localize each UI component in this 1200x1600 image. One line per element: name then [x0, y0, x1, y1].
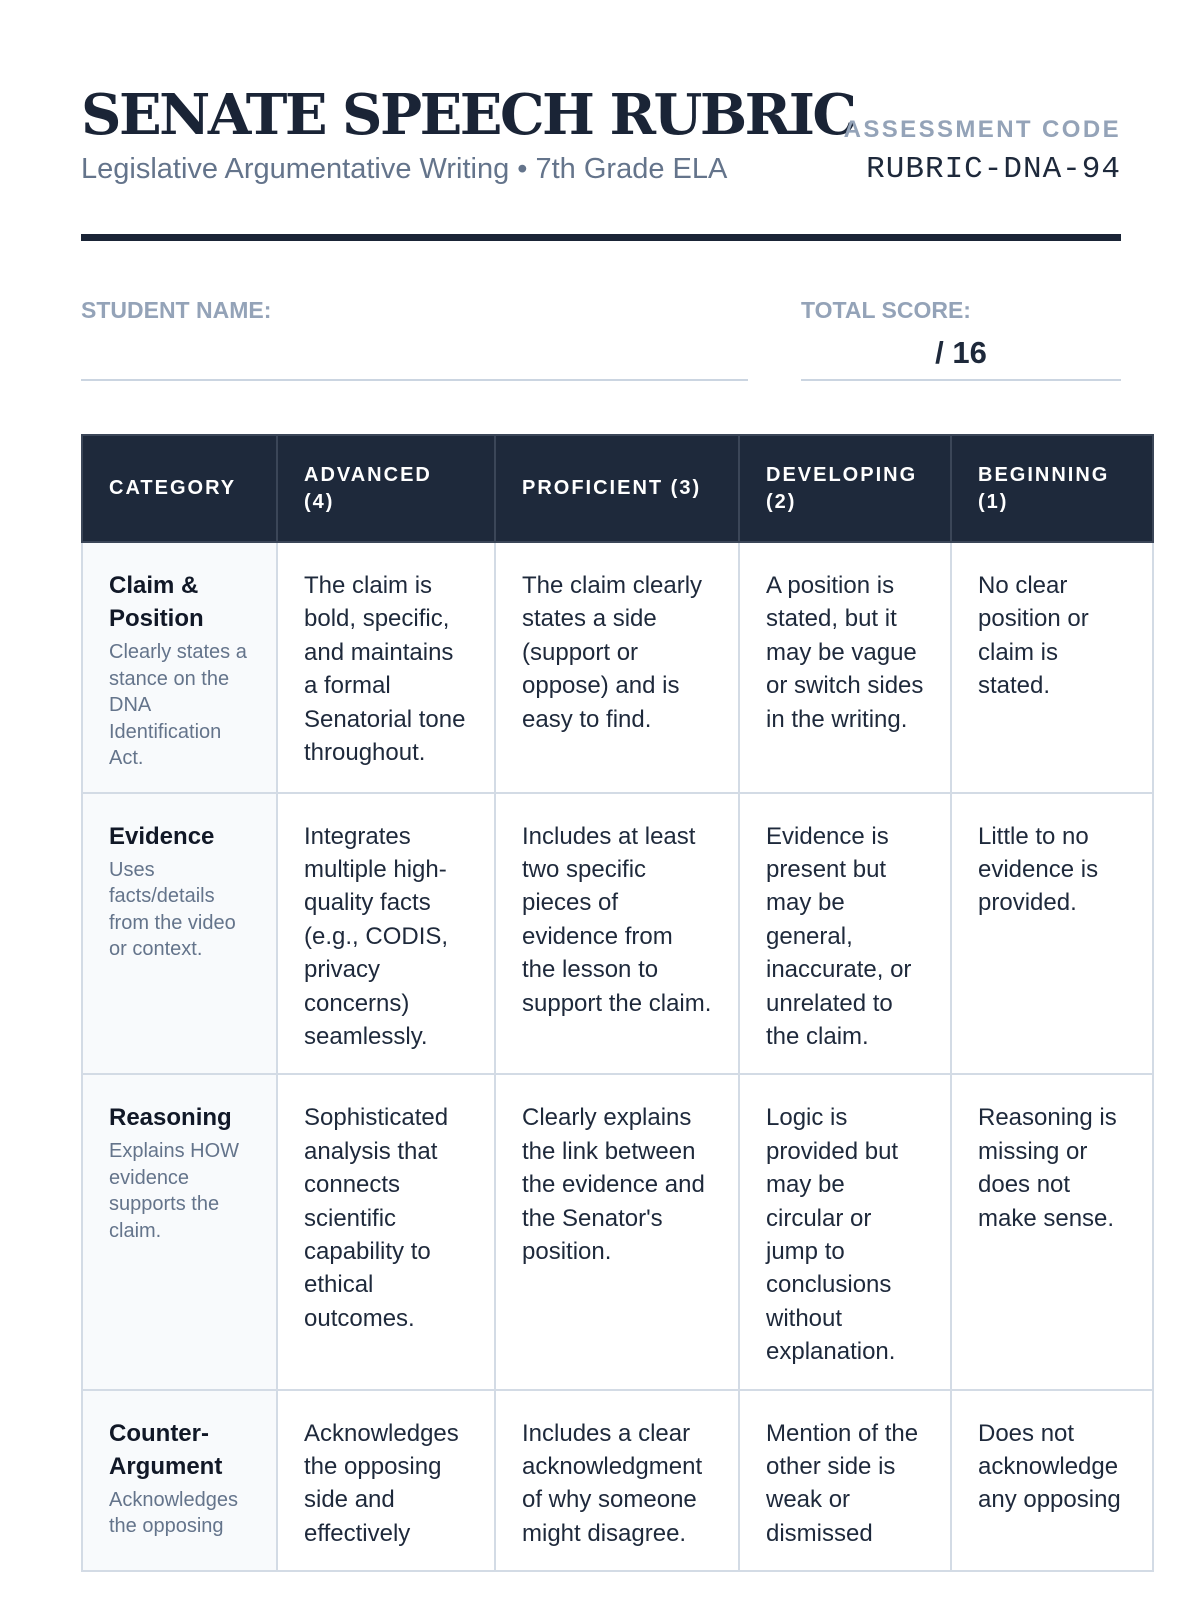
criteria-cell-advanced: Integrates multiple high-quality facts (e.g., CODIS, privacy concerns) seamlessly.	[277, 793, 495, 1075]
total-score-label: TOTAL SCORE:	[801, 297, 971, 323]
criteria-cell-beginning: Reasoning is missing or does not make sense.	[951, 1074, 1153, 1389]
category-description: Clearly states a stance on the DNA Identification Act.	[109, 641, 247, 769]
criteria-cell-proficient: Includes a clear acknowledgment of why someone might disagree.	[495, 1390, 739, 1572]
rubric-table	[81, 434, 1154, 1572]
category-cell	[82, 1390, 277, 1572]
criteria-cell-developing: Logic is provided but may be circular or jump to conclusions without explanation.	[739, 1074, 951, 1389]
criteria-cell-proficient: Clearly explains the link between the evidence and the Senator's position.	[495, 1074, 739, 1389]
total-score-value: / 16	[935, 335, 987, 370]
total-score-field[interactable]	[801, 379, 1121, 381]
page-title: SENATE SPEECH RUBRIC	[81, 82, 855, 148]
student-name-field[interactable]	[81, 379, 748, 381]
criteria-cell-advanced: Sophisticated analysis that connects scientific capability to ethical outcomes.	[277, 1074, 495, 1389]
table-row	[82, 542, 1153, 793]
header-beginning: BEGINNING (1)	[951, 435, 1153, 542]
assessment-code-label: ASSESSMENT CODE	[843, 116, 1121, 143]
table-row	[82, 793, 1153, 1075]
criteria-cell-beginning: Little to no evidence is provided.	[951, 793, 1153, 1075]
category-name: Reasoning	[109, 1104, 232, 1132]
table-header-row	[82, 435, 1153, 542]
rubric-page	[81, 0, 1121, 1547]
criteria-cell-developing: Mention of the other side is weak or dismissed	[739, 1390, 951, 1572]
category-name: Claim & Position	[109, 572, 204, 632]
category-cell	[82, 793, 277, 1075]
category-description: Acknowledges the opposing	[109, 1488, 238, 1538]
header-divider	[81, 234, 1121, 241]
table-row	[82, 1390, 1153, 1572]
page-subtitle: Legislative Argumentative Writing • 7th Grade ELA	[81, 153, 728, 185]
student-info	[81, 285, 1121, 426]
category-description: Uses facts/details from the video or context.	[109, 858, 236, 960]
category-name: Counter-Argument	[109, 1419, 223, 1480]
header-advanced: ADVANCED (4)	[277, 435, 495, 542]
criteria-cell-advanced: The claim is bold, specific, and maintains a formal Senatorial tone throughout.	[277, 542, 495, 793]
criteria-cell-advanced: Acknowledges the opposing side and effectively	[277, 1390, 495, 1572]
student-name-label: STUDENT NAME:	[81, 297, 272, 323]
criteria-cell-beginning: Does not acknowledge any opposing	[951, 1390, 1153, 1572]
header-proficient: PROFICIENT (3)	[495, 435, 739, 542]
category-cell	[82, 1074, 277, 1389]
criteria-cell-developing: Evidence is present but may be general, inaccurate, or unrelated to the claim.	[739, 793, 951, 1075]
header	[81, 0, 1121, 241]
header-developing: DEVELOPING (2)	[739, 435, 951, 542]
category-cell	[82, 542, 277, 793]
category-name: Evidence	[109, 822, 215, 850]
assessment-code-value: RUBRIC-DNA-94	[866, 152, 1121, 187]
criteria-cell-proficient: Includes at least two specific pieces of evidence from the lesson to support the claim.	[495, 793, 739, 1075]
header-category: CATEGORY	[82, 435, 277, 542]
table-row	[82, 1074, 1153, 1389]
category-description: Explains HOW evidence supports the claim.	[109, 1140, 240, 1242]
criteria-cell-developing: A position is stated, but it may be vague or switch sides in the writing.	[739, 542, 951, 793]
criteria-cell-proficient: The claim clearly states a side (support or oppose) and is easy to find.	[495, 542, 739, 793]
criteria-cell-beginning: No clear position or claim is stated.	[951, 542, 1153, 793]
